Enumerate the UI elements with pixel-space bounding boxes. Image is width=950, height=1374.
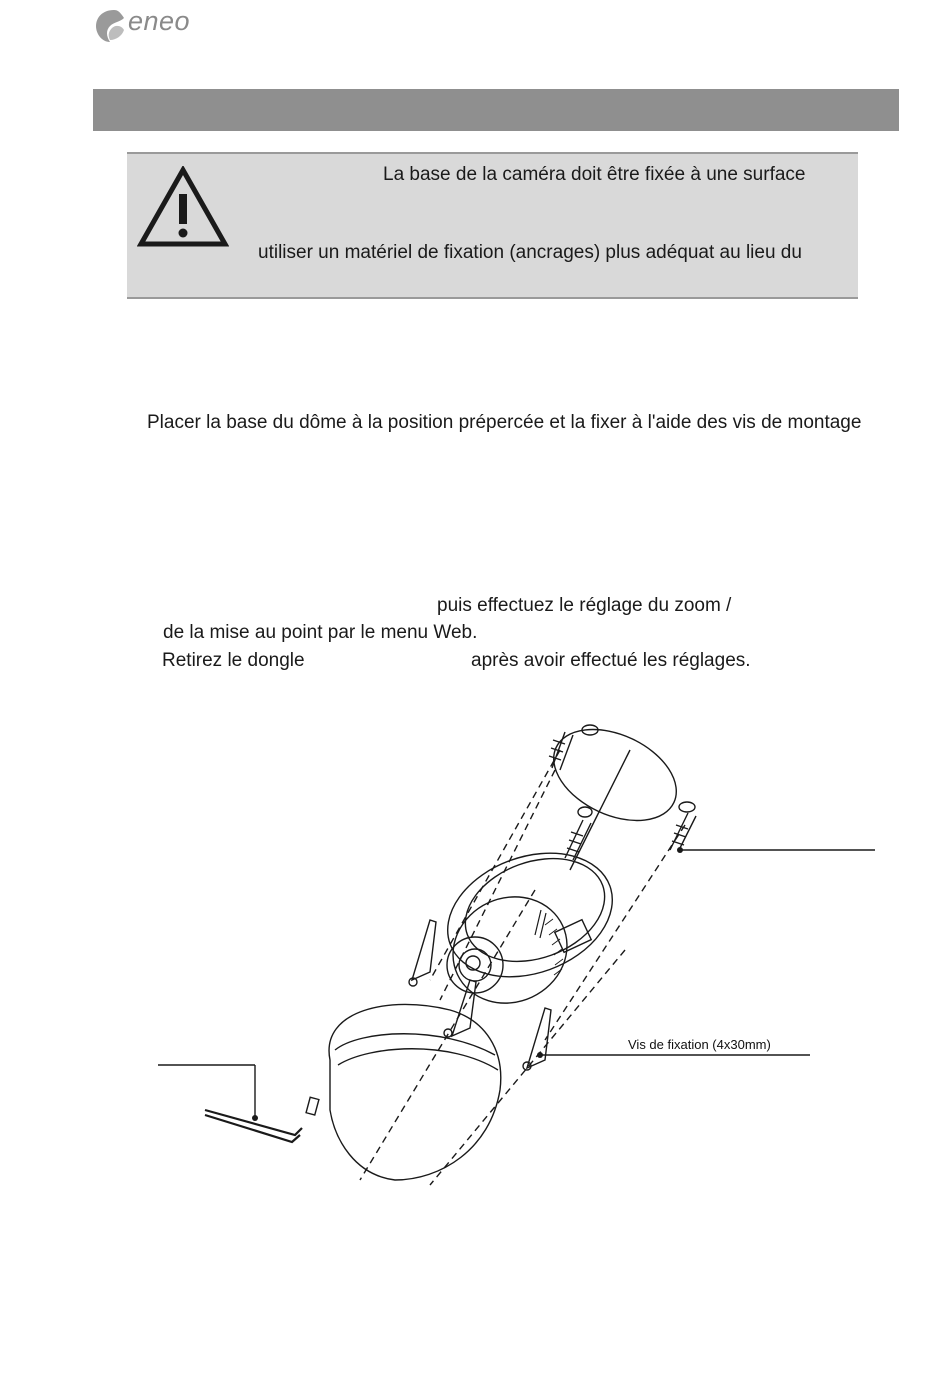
hex-key-tool xyxy=(205,1110,302,1142)
ceiling-surface-ellipse xyxy=(539,711,691,838)
wall-anchor-2 xyxy=(670,813,696,852)
warning-text-line-1: La base de la caméra doit être fixée à une surface xyxy=(383,164,806,185)
warning-box xyxy=(127,152,858,299)
mounting-screw-3 xyxy=(523,1008,551,1070)
brand-logo-text: eneo xyxy=(128,6,191,36)
warning-text-line-2: utiliser un matériel de fixation (ancrages) plus adéquat au lieu du xyxy=(258,242,802,263)
instruction-step-text: Placer la base du dôme à la position prépercée et la fixer à l'aide des vis de montage xyxy=(147,412,862,433)
adjust-text-line-1: puis effectuez le réglage du zoom / xyxy=(437,595,732,616)
mounting-screw-1 xyxy=(409,920,436,986)
dome-cover xyxy=(329,1004,501,1180)
callout-screws-label: Vis de fixation (4x30mm) xyxy=(628,1037,771,1052)
dome-mounting-diagram xyxy=(140,710,900,1200)
adjust-text-line-2: de la mise au point par le menu Web. xyxy=(163,622,478,643)
dongle-text-start: Retirez le dongle xyxy=(162,650,305,671)
section-header-bar xyxy=(93,89,899,131)
warning-triangle-icon xyxy=(137,166,229,248)
dongle-text-end: après avoir effectué les réglages. xyxy=(471,650,751,671)
